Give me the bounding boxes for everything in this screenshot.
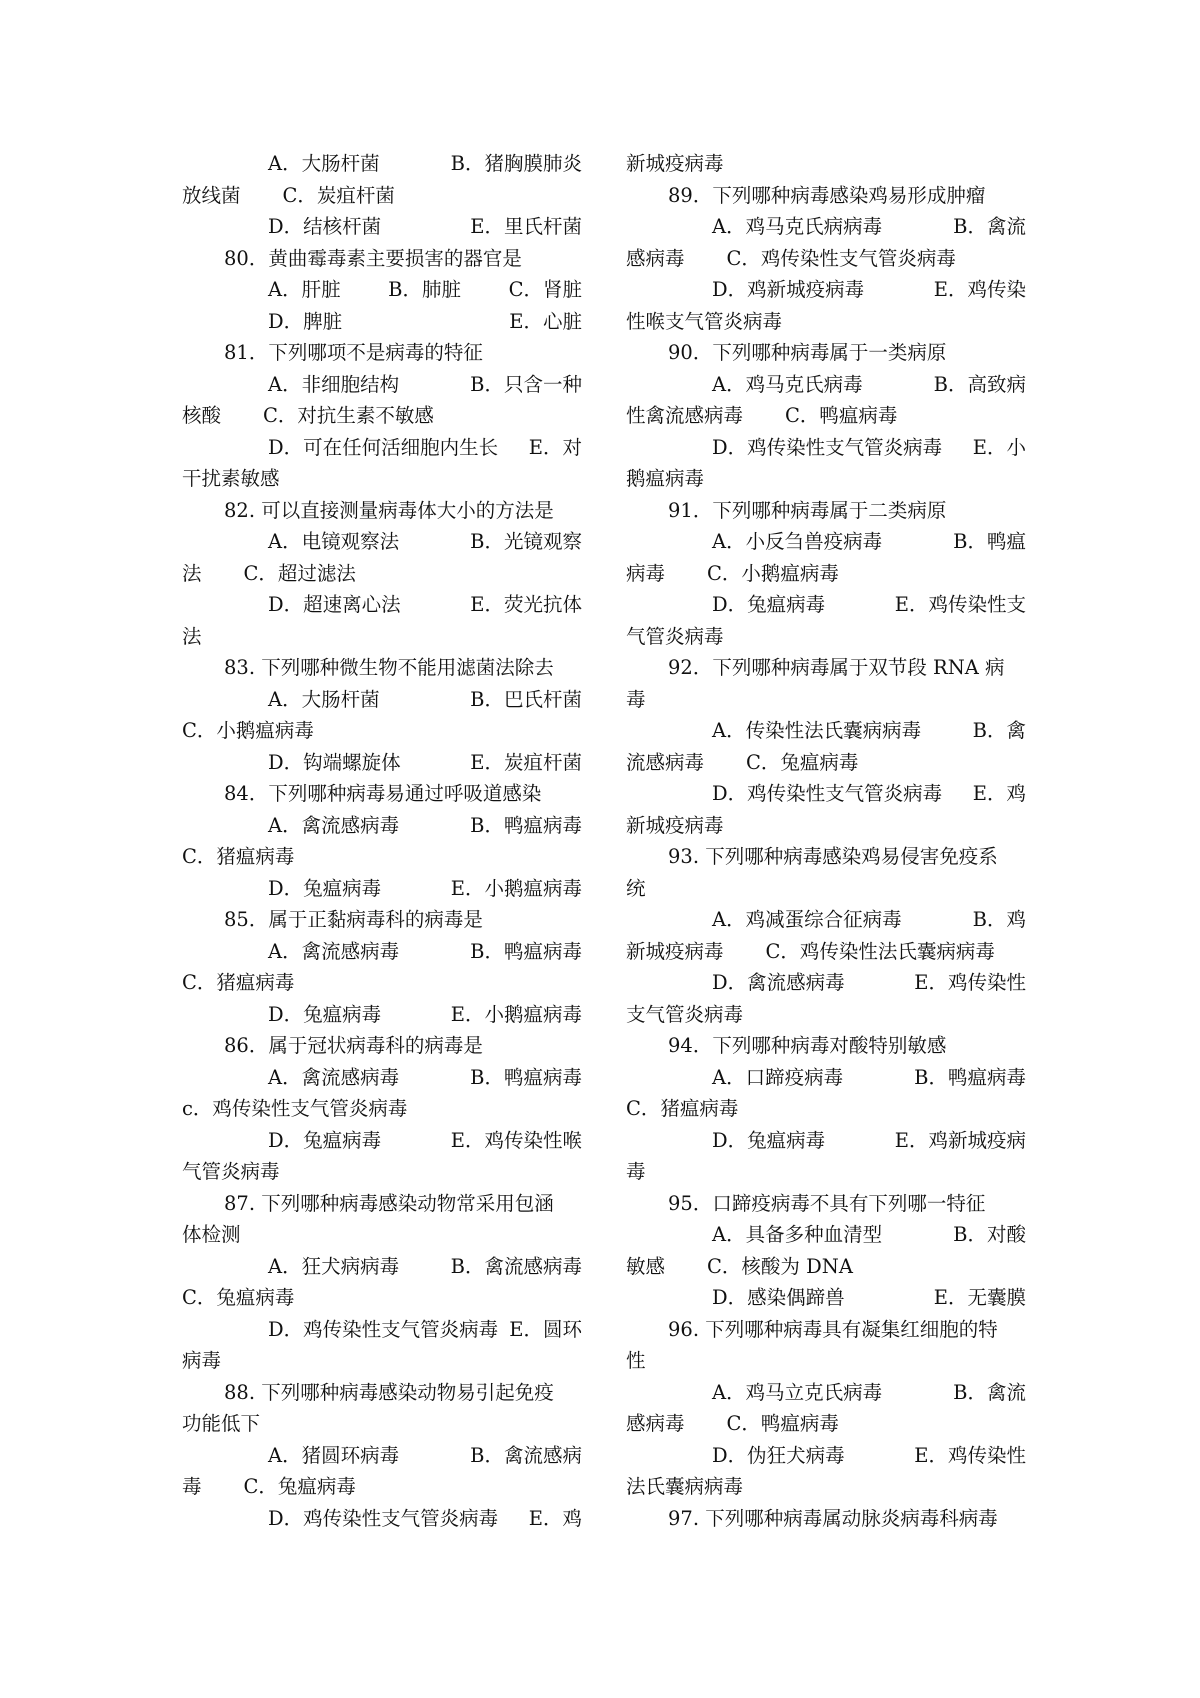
continuation-line: [182, 1408, 582, 1440]
text-segment: 86．属于冠状病毒科的病毒是: [224, 1034, 483, 1057]
text-segment: B．禽流: [953, 215, 1026, 238]
text-segment: E．鸡传染性: [914, 971, 1026, 994]
text-segment: C．猪瘟病毒: [182, 845, 295, 868]
question-line: [182, 495, 582, 527]
option-line: [182, 1251, 582, 1283]
option-line: [626, 526, 1026, 558]
text-segment: B．禽: [972, 719, 1026, 742]
text-segment: C．鸡传染性支气管炎病毒: [726, 246, 956, 270]
text-segment: C．小鹅瘟病毒: [182, 719, 314, 742]
text-segment: E．心脏: [509, 309, 582, 333]
question-line: [182, 337, 582, 369]
continuation-line: [626, 684, 1026, 716]
text-segment: E．小: [972, 435, 1026, 459]
continuation-line: [182, 621, 582, 653]
option-line: [182, 432, 582, 464]
text-segment: D．鸡传染性支气管炎病毒: [268, 1317, 499, 1341]
text-segment: D．鸡传染性支气管炎病毒: [268, 1506, 499, 1530]
text-segment: C．兔瘟病毒: [243, 1475, 356, 1498]
text-segment: D．钩端螺旋体: [268, 750, 401, 774]
text-segment: 新城疫病毒: [626, 813, 724, 837]
question-line: [626, 1503, 1026, 1535]
text-segment: C．猪瘟病毒: [626, 1097, 739, 1120]
text-segment: E．对: [528, 435, 582, 459]
option-line: [182, 589, 582, 621]
option-line: [182, 1062, 582, 1094]
continuation-line: [182, 558, 582, 590]
text-segment: D．鸡传染性支气管炎病毒: [712, 782, 943, 805]
continuation-line: [626, 1156, 1026, 1188]
option-line: [182, 684, 582, 716]
question-line: [626, 337, 1026, 369]
text-segment: E．鸡新城疫病: [894, 1128, 1026, 1152]
text-segment: 96. 下列哪种病毒具有凝集红细胞的特: [668, 1317, 998, 1341]
continuation-line: [626, 306, 1026, 338]
continuation-line: [182, 180, 582, 212]
option-line: [182, 211, 582, 243]
text-segment: C．小鹅瘟病毒: [707, 561, 839, 585]
continuation-line: [626, 463, 1026, 495]
text-segment: B．鸭瘟: [953, 530, 1026, 553]
text-segment: D．禽流感病毒: [712, 971, 845, 994]
text-segment: E．里氏杆菌: [470, 215, 582, 238]
text-segment: 87. 下列哪种病毒感染动物常采用包涵: [224, 1191, 554, 1215]
left-column: [182, 148, 582, 1534]
text-segment: 感病毒: [626, 246, 685, 270]
text-segment: 性: [626, 1349, 646, 1372]
text-segment: 支气管炎病毒: [626, 1002, 744, 1026]
option-line: [626, 589, 1026, 621]
text-segment: 81．下列哪项不是病毒的特征: [224, 341, 483, 364]
text-segment: 82. 可以直接测量病毒体大小的方法是: [224, 498, 554, 522]
text-segment: 放线菌: [182, 183, 241, 207]
text-segment: E．鸡传染性支: [894, 593, 1026, 616]
continuation-line: [182, 463, 582, 495]
continuation-line: [182, 1471, 582, 1503]
option-line: [182, 999, 582, 1031]
text-segment: A．禽流感病毒: [268, 939, 400, 963]
text-segment: D．兔瘟病毒: [268, 1002, 382, 1026]
text-segment: 干扰素敏感: [182, 467, 280, 490]
text-segment: A．口蹄疫病毒: [712, 1065, 844, 1089]
text-segment: 92．下列哪种病毒属于双节段 RNA 病: [668, 656, 1005, 679]
question-line: [626, 495, 1026, 527]
text-segment: B．鸭瘟病毒: [470, 939, 582, 963]
text-segment: 94．下列哪种病毒对酸特别敏感: [668, 1034, 947, 1057]
text-segment: A．鸡马克氏病毒: [712, 372, 863, 396]
continuation-line: [182, 1093, 582, 1125]
text-segment: D．兔瘟病毒: [712, 593, 826, 616]
text-segment: D．兔瘟病毒: [712, 1128, 826, 1152]
text-segment: E．鸡: [528, 1506, 582, 1530]
text-segment: 毒: [626, 1160, 646, 1183]
text-segment: C．鸭瘟病毒: [785, 404, 898, 427]
continuation-line: [626, 999, 1026, 1031]
text-segment: 核酸: [182, 404, 222, 427]
option-line: [182, 274, 582, 306]
text-segment: E．鸡: [972, 782, 1026, 805]
text-segment: B．禽流感病: [470, 1443, 582, 1467]
text-segment: E．小鹅瘟病毒: [450, 1002, 582, 1026]
text-segment: A．鸡减蛋综合征病毒: [712, 908, 902, 931]
text-segment: 法: [182, 561, 202, 585]
continuation-line: [626, 1408, 1026, 1440]
text-segment: 97. 下列哪种病毒属动脉炎病毒科病毒: [668, 1506, 998, 1530]
text-segment: C．核酸为 DNA: [707, 1254, 853, 1278]
text-segment: 鹅瘟病毒: [626, 467, 705, 490]
option-line: [182, 747, 582, 779]
continuation-line: [626, 1093, 1026, 1125]
text-segment: 敏感: [626, 1254, 666, 1278]
text-segment: B．猪胸膜肺炎: [450, 152, 582, 175]
option-line: [626, 715, 1026, 747]
option-line: [182, 148, 582, 180]
text-segment: E．鸡传染: [933, 278, 1026, 301]
question-line: [626, 1188, 1026, 1220]
text-segment: C．猪瘟病毒: [182, 971, 295, 994]
text-segment: E．无囊膜: [933, 1286, 1026, 1309]
question-line: [626, 652, 1026, 684]
continuation-line: [626, 1471, 1026, 1503]
text-segment: 毒: [626, 687, 646, 711]
text-segment: 新城疫病毒: [626, 152, 724, 175]
text-segment: 病毒: [182, 1349, 222, 1372]
question-line: [182, 243, 582, 275]
text-segment: D．伪狂犬病毒: [712, 1443, 845, 1467]
text-segment: 体检测: [182, 1223, 241, 1246]
text-segment: 93. 下列哪种病毒感染鸡易侵害免疫系: [668, 845, 998, 868]
continuation-line: [626, 148, 1026, 180]
text-segment: 90．下列哪种病毒属于一类病原: [668, 341, 947, 364]
option-line: [626, 778, 1026, 810]
option-line: [626, 1440, 1026, 1472]
option-line: [182, 873, 582, 905]
text-segment: 气管炎病毒: [182, 1160, 280, 1183]
text-segment: 法: [182, 624, 202, 648]
continuation-line: [182, 1282, 582, 1314]
option-line: [626, 967, 1026, 999]
text-segment: E．圆环: [509, 1317, 582, 1341]
text-segment: A．禽流感病毒: [268, 1065, 400, 1089]
continuation-line: [626, 400, 1026, 432]
text-segment: A．肝脏: [268, 278, 341, 301]
continuation-line: [626, 1345, 1026, 1377]
text-segment: 毒: [182, 1475, 202, 1498]
continuation-line: [182, 1345, 582, 1377]
text-segment: E．炭疽杆菌: [470, 750, 582, 774]
text-segment: B．巴氏杆菌: [470, 687, 582, 711]
continuation-line: [182, 1156, 582, 1188]
text-segment: B．对酸: [953, 1223, 1026, 1246]
option-line: [626, 1377, 1026, 1409]
text-segment: C．肾脏: [508, 278, 582, 301]
text-segment: 88. 下列哪种病毒感染动物易引起免疫: [224, 1380, 554, 1404]
text-segment: 统: [626, 876, 646, 900]
text-segment: D．脾脏: [268, 309, 343, 333]
text-segment: A．大肠杆菌: [268, 152, 380, 175]
text-segment: 91．下列哪种病毒属于二类病原: [668, 498, 947, 522]
continuation-line: [626, 558, 1026, 590]
option-line: [182, 526, 582, 558]
text-segment: A．小反刍兽疫病毒: [712, 530, 883, 553]
text-segment: B．高致病: [933, 372, 1026, 396]
continuation-line: [182, 841, 582, 873]
continuation-line: [626, 747, 1026, 779]
option-line: [182, 1125, 582, 1157]
continuation-line: [182, 400, 582, 432]
text-segment: A．大肠杆菌: [268, 687, 380, 711]
option-line: [626, 1219, 1026, 1251]
text-segment: E．荧光抗体: [470, 593, 582, 616]
continuation-line: [182, 1219, 582, 1251]
text-segment: 法氏囊病病毒: [626, 1475, 744, 1498]
text-segment: D．鸡传染性支气管炎病毒: [712, 435, 943, 459]
question-line: [626, 1030, 1026, 1062]
question-line: [182, 778, 582, 810]
text-segment: A．传染性法氏囊病病毒: [712, 719, 922, 742]
text-segment: A．非细胞结构: [268, 372, 400, 396]
text-segment: E．鸡传染性喉: [450, 1128, 582, 1152]
text-segment: B．鸡: [972, 908, 1026, 931]
continuation-line: [626, 873, 1026, 905]
text-segment: C．鸡传染性法氏囊病病毒: [765, 939, 995, 963]
right-column: [626, 148, 1026, 1534]
text-segment: c．鸡传染性支气管炎病毒: [182, 1097, 408, 1120]
text-segment: A．禽流感病毒: [268, 813, 400, 837]
continuation-line: [182, 967, 582, 999]
text-segment: C．超过滤法: [243, 561, 356, 585]
text-segment: 功能低下: [182, 1412, 261, 1435]
text-segment: 感病毒: [626, 1412, 685, 1435]
option-line: [182, 1314, 582, 1346]
text-segment: 89．下列哪种病毒感染鸡易形成肿瘤: [668, 183, 986, 207]
question-line: [182, 904, 582, 936]
text-segment: A．电镜观察法: [268, 530, 400, 553]
option-line: [182, 306, 582, 338]
option-line: [626, 1282, 1026, 1314]
continuation-line: [182, 715, 582, 747]
text-segment: C．鸭瘟病毒: [726, 1412, 839, 1435]
text-segment: C．炭疽杆菌: [282, 183, 395, 207]
text-segment: B．鸭瘟病毒: [470, 813, 582, 837]
text-segment: D．超速离心法: [268, 593, 401, 616]
continuation-line: [626, 243, 1026, 275]
question-line: [182, 1188, 582, 1220]
text-segment: 80．黄曲霉毒素主要损害的器官是: [224, 246, 522, 270]
option-line: [182, 936, 582, 968]
text-segment: C．兔瘟病毒: [746, 750, 859, 774]
question-line: [626, 841, 1026, 873]
text-segment: D．结核杆菌: [268, 215, 382, 238]
option-line: [626, 432, 1026, 464]
text-segment: D．兔瘟病毒: [268, 876, 382, 900]
text-segment: 性禽流感病毒: [626, 404, 744, 427]
text-segment: B．只含一种: [470, 372, 582, 396]
question-line: [182, 1377, 582, 1409]
text-segment: C．对抗生素不敏感: [263, 404, 434, 427]
text-segment: B．光镜观察: [470, 530, 582, 553]
option-line: [626, 1125, 1026, 1157]
text-segment: A．狂犬病病毒: [268, 1254, 400, 1278]
text-segment: 83. 下列哪种微生物不能用滤菌法除去: [224, 656, 554, 679]
text-segment: A．具备多种血清型: [712, 1223, 883, 1246]
text-segment: D．兔瘟病毒: [268, 1128, 382, 1152]
question-line: [626, 1314, 1026, 1346]
text-segment: A．猪圆环病毒: [268, 1443, 400, 1467]
text-segment: D．可在任何活细胞内生长: [268, 435, 499, 459]
text-segment: C．兔瘟病毒: [182, 1286, 295, 1309]
continuation-line: [626, 1251, 1026, 1283]
option-line: [626, 274, 1026, 306]
text-segment: 病毒: [626, 561, 666, 585]
text-segment: A．鸡马克氏病病毒: [712, 215, 883, 238]
text-segment: 性喉支气管炎病毒: [626, 309, 783, 333]
text-segment: E．鸡传染性: [914, 1443, 1026, 1467]
text-segment: 95．口蹄疫病毒不具有下列哪一特征: [668, 1191, 986, 1215]
continuation-line: [626, 936, 1026, 968]
text-segment: B．鸭瘟病毒: [470, 1065, 582, 1089]
text-segment: B．禽流感病毒: [450, 1254, 582, 1278]
text-segment: B．鸭瘟病毒: [914, 1065, 1026, 1089]
text-segment: E．小鹅瘟病毒: [450, 876, 582, 900]
continuation-line: [626, 810, 1026, 842]
question-line: [182, 1030, 582, 1062]
option-line: [626, 369, 1026, 401]
option-line: [182, 1503, 582, 1535]
text-segment: B．肺脏: [388, 278, 461, 301]
question-line: [626, 180, 1026, 212]
question-line: [182, 652, 582, 684]
text-segment: B．禽流: [953, 1380, 1026, 1404]
option-line: [626, 904, 1026, 936]
text-segment: D．鸡新城疫病毒: [712, 278, 865, 301]
text-segment: 气管炎病毒: [626, 624, 724, 648]
text-segment: 新城疫病毒: [626, 939, 724, 963]
option-line: [626, 211, 1026, 243]
text-segment: 85．属于正黏病毒科的病毒是: [224, 908, 483, 931]
continuation-line: [626, 621, 1026, 653]
text-segment: A．鸡马立克氏病毒: [712, 1380, 883, 1404]
option-line: [626, 1062, 1026, 1094]
text-segment: 84．下列哪种病毒易通过呼吸道感染: [224, 782, 542, 805]
option-line: [182, 1440, 582, 1472]
text-segment: D．感染偶蹄兽: [712, 1286, 845, 1309]
option-line: [182, 369, 582, 401]
option-line: [182, 810, 582, 842]
text-segment: 流感病毒: [626, 750, 705, 774]
